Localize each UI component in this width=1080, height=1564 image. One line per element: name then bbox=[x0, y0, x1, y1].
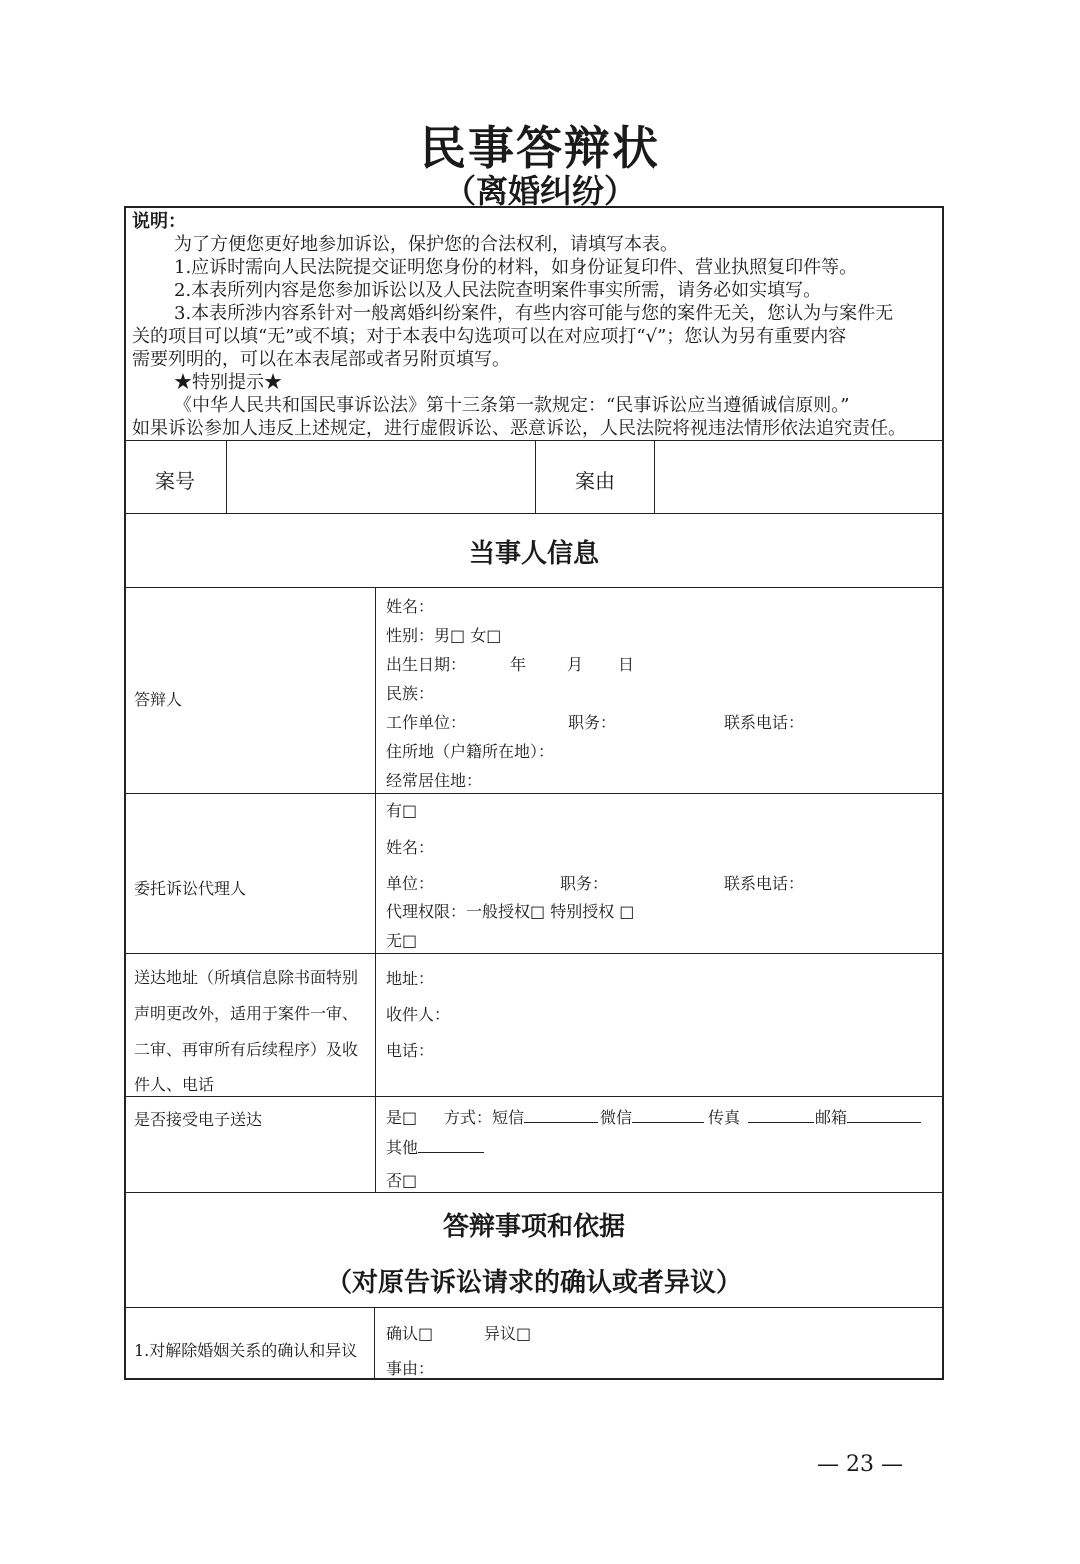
service-address-label-line2: 声明更改外，适用于案件一审、 bbox=[134, 1004, 359, 1023]
rule bbox=[535, 440, 536, 513]
agent-yes-checkbox[interactable]: 有□ bbox=[386, 801, 418, 820]
case-cause-label: 案由 bbox=[575, 469, 615, 493]
birth-year-label: 年 bbox=[510, 655, 527, 674]
respondent-residence-field[interactable]: 经常居住地： bbox=[386, 771, 483, 790]
law-quote: 《中华人民共和国民事诉讼法》第十三条第一款规定：“民事诉讼应当遵循诚信原则。” bbox=[174, 395, 850, 416]
other-label: 其他 bbox=[386, 1138, 419, 1157]
notes-item-2: 2.本表所列内容是您参加诉讼以及人民法院查明案件事实所需，请务必如实填写。 bbox=[174, 280, 822, 301]
rule bbox=[124, 440, 944, 441]
agent-phone-field[interactable]: 联系电话： bbox=[724, 874, 805, 893]
respondent-domicile-field[interactable]: 住所地（户籍所在地）： bbox=[386, 742, 555, 761]
rule bbox=[124, 513, 944, 514]
party-section-title: 当事人信息 bbox=[468, 539, 599, 569]
respondent-employer-field[interactable]: 工作单位： bbox=[386, 713, 467, 732]
agent-no-checkbox[interactable]: 无□ bbox=[386, 931, 418, 950]
rule bbox=[124, 587, 944, 588]
email-label: 邮箱 bbox=[815, 1108, 848, 1127]
agent-position-field[interactable]: 职务： bbox=[560, 874, 609, 893]
rule bbox=[124, 1307, 944, 1308]
electronic-service-method-fax[interactable] bbox=[708, 1105, 814, 1128]
service-address-label-line4: 件人、电话 bbox=[134, 1075, 215, 1094]
item1-confirm-checkbox[interactable]: 确认□ bbox=[386, 1324, 434, 1343]
item1-reason-field[interactable]: 事由： bbox=[386, 1359, 435, 1378]
case-number-field[interactable] bbox=[236, 465, 526, 491]
electronic-service-method-sms[interactable] bbox=[444, 1105, 598, 1128]
case-cause-field[interactable] bbox=[664, 465, 934, 491]
fax-blank[interactable] bbox=[748, 1106, 814, 1123]
electronic-service-yes-checkbox[interactable]: 是□ bbox=[386, 1108, 418, 1127]
respondent-gender-field[interactable]: 性别：男□ 女□ bbox=[386, 626, 502, 645]
respondent-label: 答辩人 bbox=[134, 690, 183, 709]
respondent-ethnicity-field[interactable]: 民族： bbox=[386, 684, 435, 703]
wechat-blank[interactable] bbox=[632, 1106, 704, 1123]
defense-section-subtitle: （对原告诉讼请求的确认或者异议） bbox=[325, 1268, 742, 1298]
special-notice-heading: ★特别提示★ bbox=[174, 372, 282, 393]
notes-item-3b: 关的项目可以填“无”或不填；对于本表中勾选项可以在对应项打“√”；您认为另有重要内容 bbox=[132, 326, 847, 347]
notes-item-3a: 3.本表所涉内容系针对一般离婚纠纷案件，有些内容可能与您的案件无关，您认为与案件无 bbox=[174, 303, 894, 324]
agent-authority-checkboxes[interactable]: 代理权限：一般授权□ 特别授权 □ bbox=[386, 902, 635, 921]
respondent-birth-label[interactable]: 出生日期： bbox=[386, 655, 467, 674]
other-blank[interactable] bbox=[418, 1136, 484, 1153]
rule bbox=[375, 587, 376, 1192]
item1-label: 1.对解除婚姻关系的确认和异议 bbox=[134, 1341, 358, 1360]
service-address-label-line1: 送达地址（所填信息除书面特别 bbox=[134, 968, 359, 987]
rule bbox=[654, 440, 655, 513]
birth-day-label: 日 bbox=[618, 655, 635, 674]
rule bbox=[124, 793, 944, 794]
rule bbox=[124, 953, 944, 954]
service-address-field[interactable]: 地址： bbox=[386, 969, 435, 988]
case-number-label: 案号 bbox=[155, 469, 195, 493]
item1-dispute-checkbox[interactable]: 异议□ bbox=[484, 1324, 532, 1343]
birth-month-label: 月 bbox=[567, 655, 584, 674]
electronic-service-method-other[interactable] bbox=[386, 1135, 484, 1158]
service-address-label-line3: 二审、再审所有后续程序）及收 bbox=[134, 1040, 359, 1059]
sms-label: 方式：短信 bbox=[444, 1108, 525, 1127]
notes-item-3c: 需要列明的，可以在本表尾部或者另附页填写。 bbox=[132, 349, 510, 370]
page-number: — 23 — bbox=[817, 1452, 903, 1477]
agent-label: 委托诉讼代理人 bbox=[134, 879, 247, 898]
notes-item-1: 1.应诉时需向人民法院提交证明您身份的材料，如身份证复印件、营业执照复印件等。 bbox=[174, 257, 858, 278]
respondent-position-field[interactable]: 职务： bbox=[568, 713, 617, 732]
rule bbox=[226, 440, 227, 513]
agent-name-field[interactable]: 姓名： bbox=[386, 838, 435, 857]
defense-section-title: 答辩事项和依据 bbox=[442, 1212, 625, 1242]
electronic-service-method-email[interactable] bbox=[815, 1105, 921, 1128]
agent-unit-field[interactable]: 单位： bbox=[386, 874, 435, 893]
rule bbox=[124, 1096, 944, 1097]
electronic-service-label: 是否接受电子送达 bbox=[134, 1110, 263, 1129]
respondent-name-field[interactable]: 姓名： bbox=[386, 597, 435, 616]
rule bbox=[374, 1307, 375, 1380]
notes-intro: 为了方便您更好地参加诉讼，保护您的合法权利，请填写本表。 bbox=[174, 234, 678, 255]
email-blank[interactable] bbox=[847, 1106, 921, 1123]
page-title: 民事答辩状 bbox=[420, 121, 660, 175]
service-phone-field[interactable]: 电话： bbox=[386, 1041, 435, 1060]
service-recipient-field[interactable]: 收件人： bbox=[386, 1005, 451, 1024]
electronic-service-method-wechat[interactable] bbox=[600, 1105, 704, 1128]
fax-label: 传真 bbox=[708, 1108, 741, 1127]
wechat-label: 微信 bbox=[600, 1108, 633, 1127]
electronic-service-no-checkbox[interactable]: 否□ bbox=[386, 1171, 418, 1190]
respondent-phone-field[interactable]: 联系电话： bbox=[724, 713, 805, 732]
law-warning: 如果诉讼参加人违反上述规定，进行虚假诉讼、恶意诉讼，人民法院将视违法情形依法追究责任。 bbox=[132, 418, 906, 439]
sms-blank[interactable] bbox=[524, 1106, 598, 1123]
notes-heading: 说明： bbox=[132, 211, 186, 232]
page-subtitle: （离婚纠纷） bbox=[443, 172, 636, 210]
notes-block bbox=[132, 210, 940, 440]
rule bbox=[124, 1192, 944, 1193]
